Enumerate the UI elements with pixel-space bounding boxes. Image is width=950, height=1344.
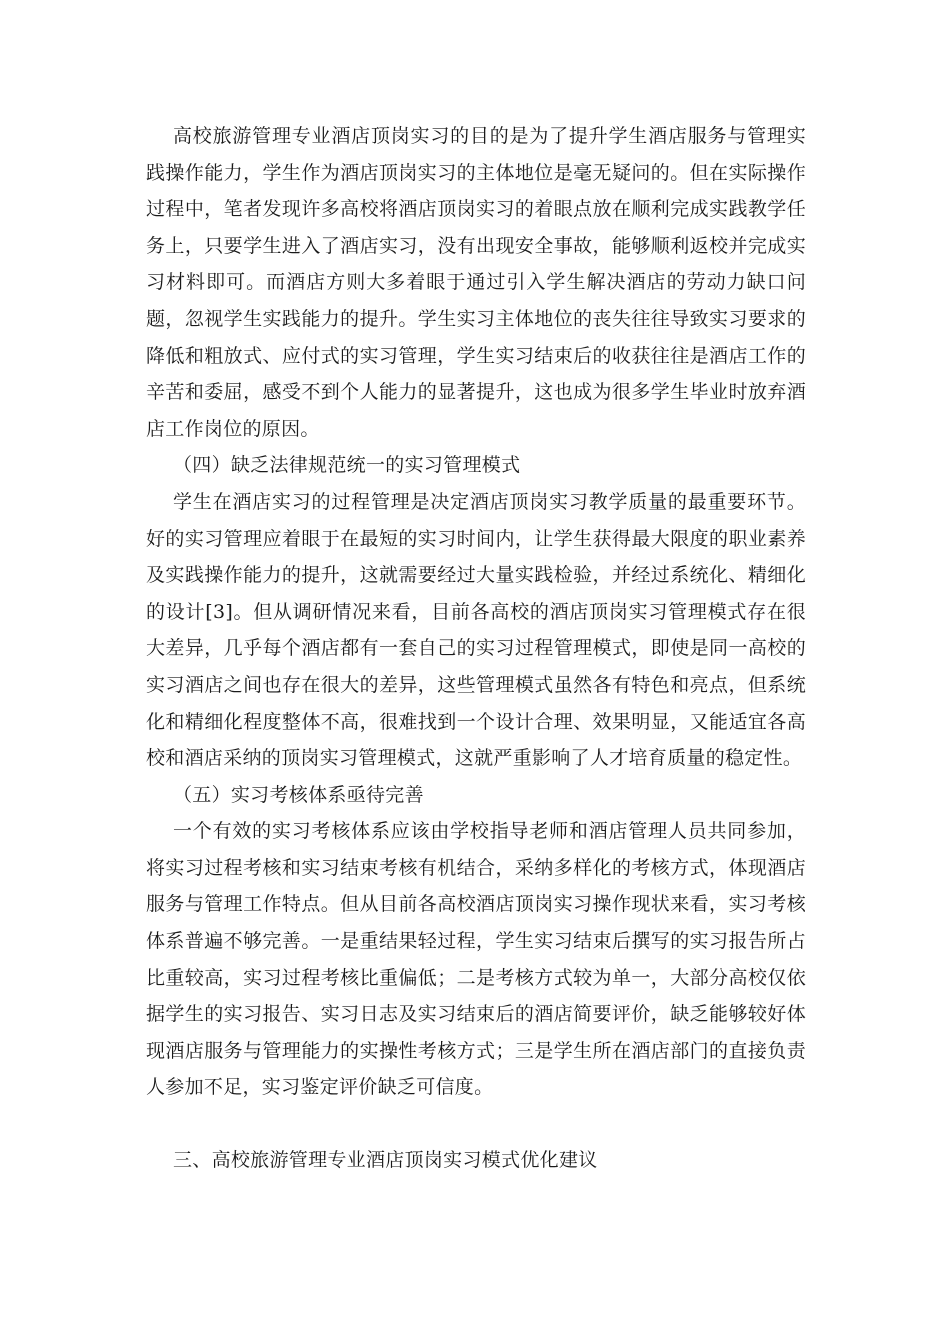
subheading-four: （四）缺乏法律规范统一的实习管理模式: [172, 454, 521, 477]
document-page: [146, 118, 806, 1179]
subheading-five: （五）实习考核体系亟待完善: [172, 783, 424, 806]
paragraph-internship-management: 学生在酒店实习的过程管理是决定酒店顶岗实习教学质量的最重要环节。好的实习管理应着眼于在最短的实习时间内，让学生获得最大限度的职业素养及实践操作能力的提升，这就需要经过大量实践检验，并经过系统化、精细化的设计[3]。但从调研情况来看，目前各高校的酒店顶岗实习管理模式存在很大差异，几乎每个酒店都有一套自己的实习过程管理模式，即使是同一高校的实习酒店之间也存在很大的差异，这些管理模式虽然各有特色和亮点，但系统化和精细化程度整体不高，很难找到一个设计合理、效果明显，又能适宜各高校和酒店采纳的顶岗实习管理模式，这就严重影响了人才培育质量的稳定性。: [146, 490, 806, 770]
paragraph-assessment-system: 一个有效的实习考核体系应该由学校指导老师和酒店管理人员共同参加，将实习过程考核和实习结束考核有机结合，采纳多样化的考核方式，体现酒店服务与管理工作特点。但从目前各高校酒店顶岗实习操作现状来看，实习考核体系普遍不够完善。一是重结果轻过程，学生实习结束后撰写的实习报告所占比重较高，实习过程考核比重偏低；二是考核方式较为单一，大部分高校仅依据学生的实习报告、实习日志及实习结束后的酒店简要评价，缺乏能够较好体现酒店服务与管理能力的实操性考核方式；三是学生所在酒店部门的直接负责人参加不足，实习鉴定评价缺乏可信度。: [146, 820, 806, 1099]
paragraph-student-subject: 高校旅游管理专业酒店顶岗实习的目的是为了提升学生酒店服务与管理实践操作能力，学生作为酒店顶岗实习的主体地位是毫无疑问的。但在实际操作过程中，笔者发现许多高校将酒店顶岗实习的着眼点放在顺利完成实践教学任务上，只要学生进入了酒店实习，没有出现安全事故，能够顺利返校并完成实习材料即可。而酒店方则大多着眼于通过引入学生解决酒店的劳动力缺口问题，忽视学生实践能力的提升。学生实习主体地位的丧失往往导致实习要求的降低和粗放式、应付式的实习管理，学生实习结束后的收获往往是酒店工作的辛苦和委屈，感受不到个人能力的显著提升，这也成为很多学生毕业时放弃酒店工作岗位的原因。: [146, 125, 806, 440]
section-title-three: 三、高校旅游管理专业酒店顶岗实习模式优化建议: [172, 1149, 598, 1172]
